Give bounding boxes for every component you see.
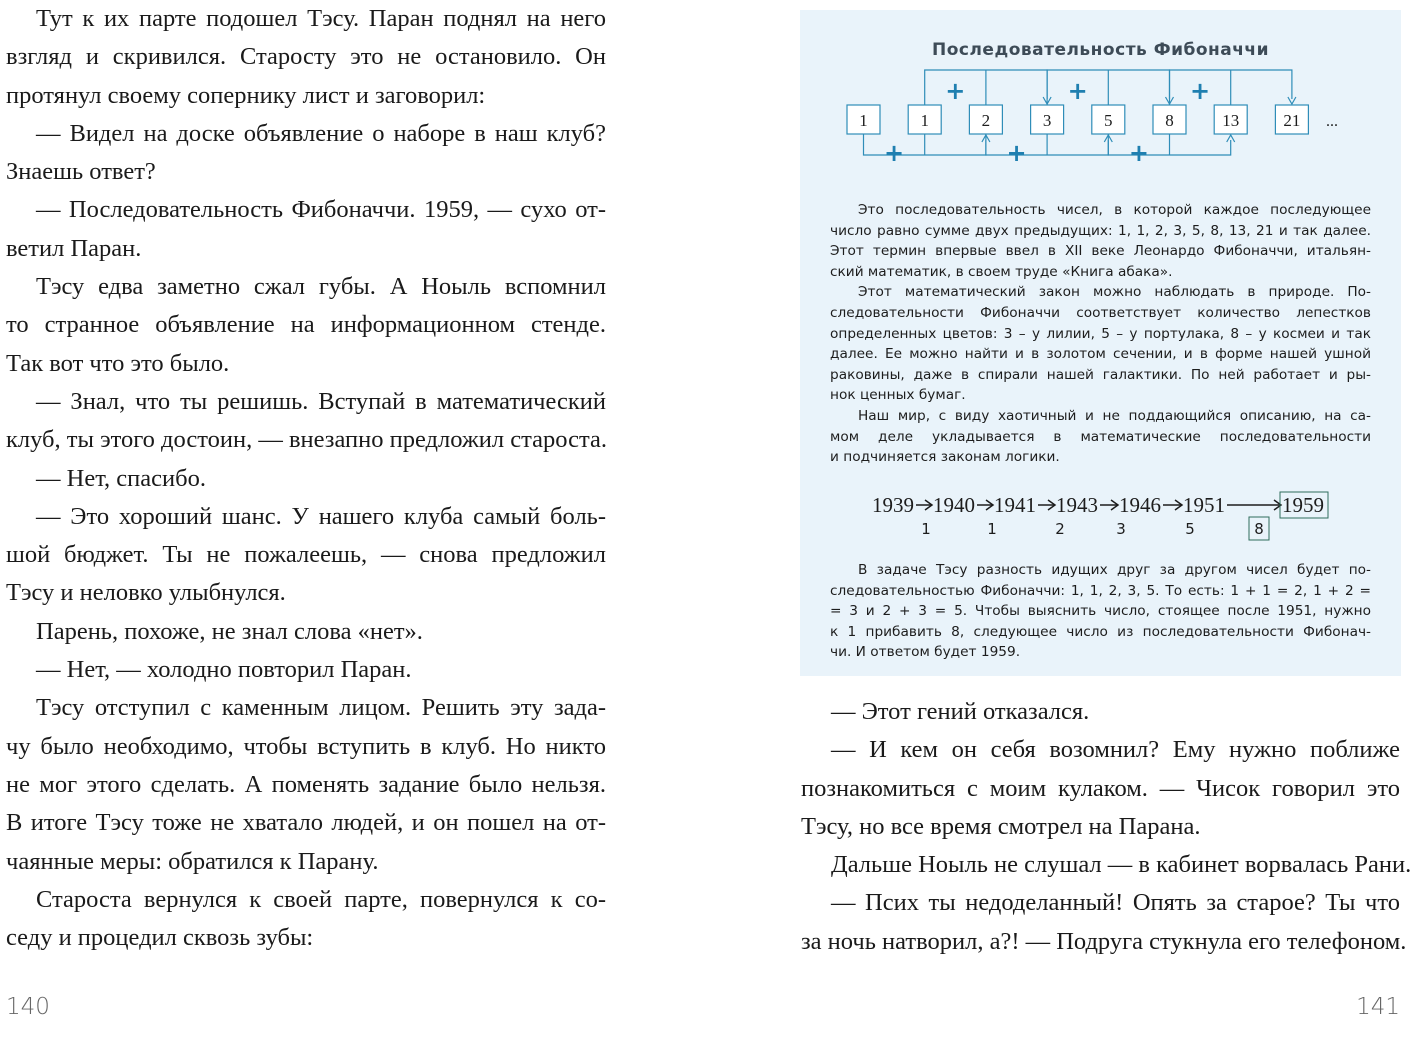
- sequence-boxes: [847, 105, 1308, 134]
- sequence-number: 2: [981, 111, 991, 130]
- page-number-right: 141: [1356, 994, 1400, 1020]
- page-number-left: 140: [6, 994, 50, 1020]
- sequence-number: 13: [1222, 111, 1240, 130]
- text-line: — Видел на доске объявление о наборе в наш клуб?: [36, 119, 606, 147]
- box-text-line: нок ценных бумаг.: [830, 387, 966, 404]
- years-row: [872, 492, 1328, 518]
- text-line: клуб, ты этого достоин, — внезапно предложил староста.: [6, 426, 608, 454]
- text-line: ветил Паран.: [6, 234, 142, 262]
- sequence-number: 5: [1104, 111, 1113, 130]
- text-line: не мог этого сделать. А поменять задание было нельзя.: [6, 770, 606, 798]
- text-line: — Нет, — холодно повторил Паран.: [36, 656, 412, 684]
- info-box-title: Последовательность Фибоначчи: [932, 40, 1269, 60]
- box-text-line: Это последовательность чисел, в которой каждое последующее: [858, 202, 1371, 218]
- right-page: [801, 693, 1411, 961]
- task-text-line: = 3 и 2 + 3 = 5. Чтобы выяснить число, стоящее после 1951, нужно: [830, 603, 1371, 620]
- sequence-number: 3: [1042, 111, 1052, 130]
- text-line: — Нет, спасибо.: [36, 464, 206, 492]
- task-text-line: к 1 прибавить 8, следующее число из последовательности Фибонач-: [830, 623, 1371, 640]
- info-box: [800, 10, 1401, 676]
- text-line: протянул своему сопернику лист и заговорил:: [6, 81, 486, 109]
- difference-value: 8: [1254, 520, 1264, 538]
- difference-value: 1: [987, 520, 997, 538]
- plus-icon: +: [884, 139, 905, 167]
- sequence-number: 1: [859, 111, 868, 130]
- difference-value: 1: [921, 520, 931, 538]
- task-text-line: В задаче Тэсу разность идущих друг за другом чисел будет по-: [858, 562, 1371, 578]
- text-line: чу было необходимо, чтобы вступить в клуб. Но никто: [6, 732, 606, 760]
- text-line: — Последовательность Фибоначчи. 1959, — сухо от-: [36, 196, 606, 224]
- text-line: — Этот гений отказался.: [831, 698, 1090, 725]
- text-line: В итоге Тэсу тоже не хватало людей, и он пошел на от-: [6, 809, 606, 837]
- plus-icon: +: [1190, 77, 1211, 105]
- box-text-line: и подчиняется законам логики.: [830, 449, 1060, 466]
- text-line: то странное объявление на информационном стенде.: [6, 311, 606, 339]
- text-line: Так вот что это было.: [6, 349, 230, 377]
- box-text-line: Этот математический закон можно наблюдать в природе. По-: [858, 284, 1371, 301]
- text-line: — Псих ты недоделанный! Опять за старое? Ты что: [831, 889, 1400, 917]
- year-label: 1939: [872, 493, 914, 517]
- box-text-line: далее. Ее можно найти и в золотом сечении, и в форме нашей ушной: [830, 346, 1371, 363]
- plus-icon: +: [1067, 77, 1088, 105]
- text-line: Тэсу, но все время смотрел на Парана.: [801, 812, 1201, 840]
- text-line: — И кем он себя возомнил? Ему нужно поближе: [831, 736, 1400, 764]
- difference-value: 2: [1055, 520, 1065, 538]
- sequence-number: 21: [1283, 111, 1301, 130]
- text-line: Дальше Ноыль не слушал — в кабинет ворвалась Рани.: [831, 851, 1411, 879]
- year-label: 1951: [1183, 493, 1225, 517]
- text-line: познакомиться с моим кулаком. — Чисок говорил это: [801, 774, 1400, 802]
- text-line: Тут к их парте подошел Тэсу. Паран поднял на него: [36, 5, 606, 32]
- sequence-number: 8: [1165, 111, 1174, 130]
- text-line: чаянные меры: обратился к Парану.: [6, 847, 379, 875]
- differences-row: [921, 517, 1269, 540]
- year-label: 1940: [933, 493, 975, 517]
- sequence-number: 1: [920, 111, 929, 130]
- text-line: Тэсу и неловко улыбнулся.: [6, 579, 286, 607]
- plus-icon: +: [1128, 139, 1149, 167]
- text-line: Знаешь ответ?: [6, 158, 156, 186]
- year-label: 1946: [1119, 493, 1161, 517]
- sequence-ellipsis: ...: [1326, 113, 1338, 130]
- box-text-line: Этот термин впервые ввел в XII веке Леонардо Фибоначчи, итальян-: [830, 243, 1371, 260]
- task-text-line: следовательностью Фибоначчи: 1, 1, 2, 3, 5. То есть: 1 + 1 = 2, 1 + 2 =: [830, 582, 1371, 599]
- difference-value: 3: [1116, 520, 1126, 538]
- plus-icon: +: [945, 77, 966, 105]
- year-label: 1959: [1282, 493, 1324, 517]
- box-text-line: ский математик, в своем труде «Книга абака».: [830, 263, 1173, 280]
- box-text-line: определенных цветов: 3 – у лилии, 5 – у портулака, 8 – у космеи и так: [830, 325, 1371, 342]
- box-text-line: раковины, даже в спирали нашей галактики. По ней работает и ры-: [830, 366, 1371, 383]
- text-line: — Знал, что ты решишь. Вступай в математический: [36, 387, 606, 415]
- text-line: седу и процедил сквозь зубы:: [6, 924, 314, 952]
- text-line: за ночь натворил, а?! — Подруга стукнула его телефоном.: [801, 927, 1407, 955]
- plus-icon: +: [1006, 139, 1027, 167]
- difference-value: 5: [1185, 520, 1195, 538]
- text-line: взгляд и скривился. Старосту это не остановило. Он: [6, 43, 606, 71]
- text-line: Староста вернулся к своей парте, повернулся к со-: [36, 885, 606, 913]
- year-label: 1943: [1056, 493, 1098, 517]
- text-line: — Это хороший шанс. У нашего клуба самый боль-: [36, 502, 606, 530]
- task-text-line: чи. И ответом будет 1959.: [830, 644, 1021, 661]
- box-text-line: число равно сумме двух предыдущих: 1, 1, 2, 3, 5, 8, 13, 21 и так далее.: [830, 222, 1371, 239]
- box-text-line: мом деле укладывается в математические последовательности: [830, 428, 1371, 445]
- box-text-line: следовательности Фибоначчи соответствует количество лепестков: [830, 305, 1371, 321]
- text-line: Тэсу едва заметно сжал губы. А Ноыль вспомнил: [36, 273, 606, 301]
- box-text-line: Наш мир, с виду хаотичный и не поддающийся описанию, на са-: [858, 408, 1371, 424]
- year-label: 1941: [994, 493, 1036, 517]
- text-line: Тэсу отступил с каменным лицом. Решить эту зада-: [36, 694, 606, 722]
- text-line: шой бюджет. Ты не пожалеешь, — снова предложил: [6, 541, 606, 569]
- text-line: Парень, похоже, не знал слова «нет».: [36, 617, 423, 645]
